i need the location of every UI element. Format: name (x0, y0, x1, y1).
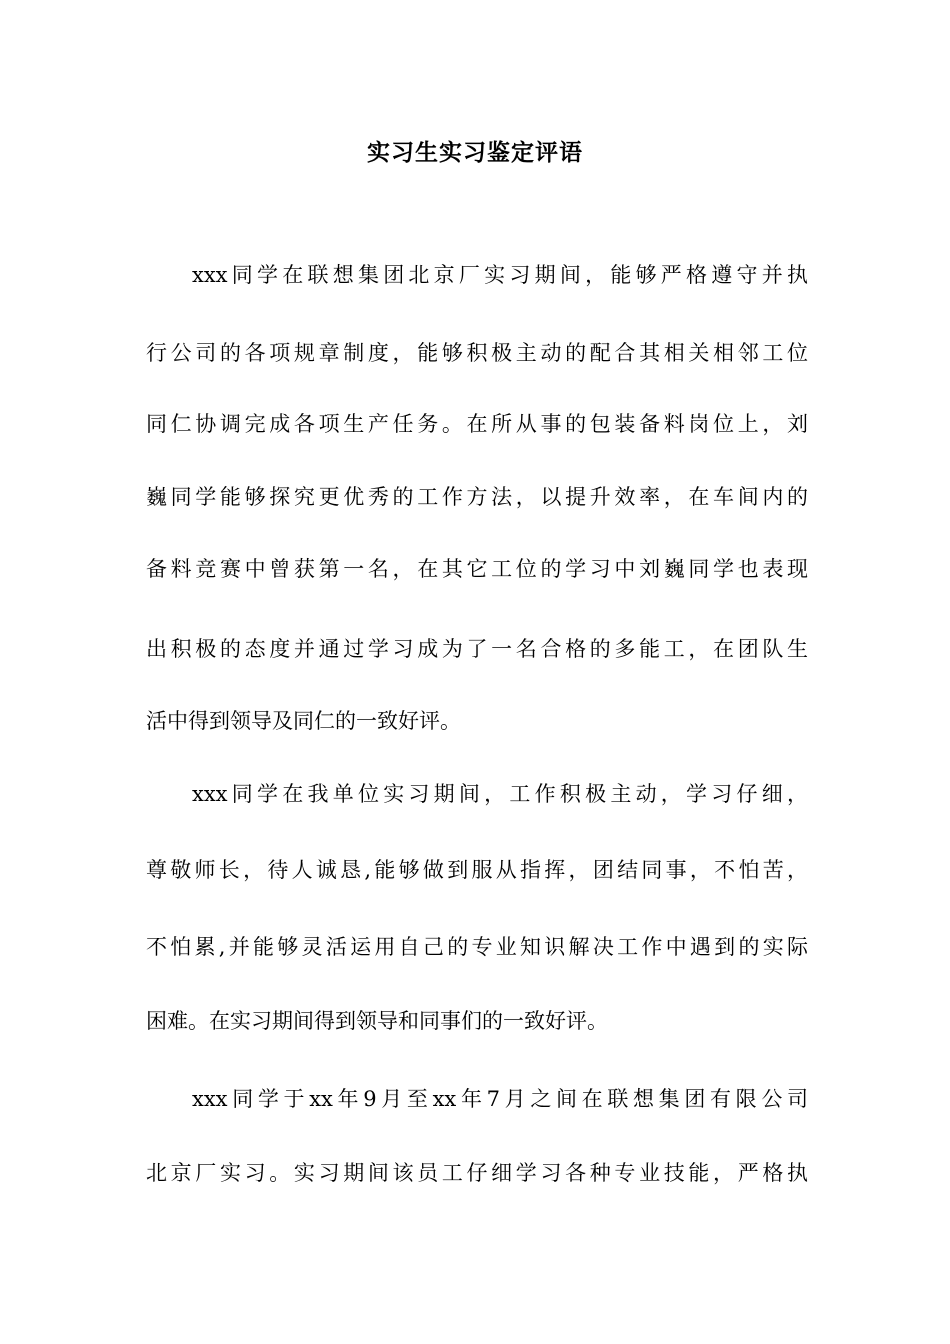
paragraph-3-line-2: 北京厂实习。实习期间该员工仔细学习各种专业技能，严格执 (146, 1161, 808, 1185)
paragraph-1-line-3: 同仁协调完成各项生产任务。在所从事的包装备料岗位上，刘 (146, 412, 808, 436)
paragraph-2-line-2: 尊敬师长，待人诚恳,能够做到服从指挥，团结同事，不怕苦， (146, 858, 808, 882)
paragraph-1-line-6: 出积极的态度并通过学习成为了一名合格的多能工，在团队生 (146, 637, 808, 661)
document-title: 实习生实习鉴定评语 (367, 139, 583, 166)
paragraph-2-line-3: 不怕累,并能够灵活运用自己的专业知识解决工作中遇到的实际 (146, 935, 808, 959)
paragraph-1-line-2: 行公司的各项规章制度，能够积极主动的配合其相关相邻工位 (146, 341, 808, 365)
paragraph-3-line-1: xxx同学于xx年9月至xx年7月之间在联想集团有限公司 (192, 1087, 808, 1111)
paragraph-1-line-4: 巍同学能够探究更优秀的工作方法，以提升效率，在车间内的 (146, 485, 808, 509)
paragraph-2-line-4: 困难。在实习期间得到领导和同事们的一致好评。 (146, 1009, 608, 1033)
paragraph-2-line-1: xxx同学在我单位实习期间，工作积极主动，学习仔细， (192, 782, 808, 806)
paragraph-1-line-7: 活中得到领导及同仁的一致好评。 (146, 709, 461, 733)
paragraph-1-line-5: 备料竞赛中曾获第一名，在其它工位的学习中刘巍同学也表现 (146, 557, 808, 581)
paragraph-1-line-1: xxx同学在联想集团北京厂实习期间，能够严格遵守并执 (192, 263, 808, 287)
